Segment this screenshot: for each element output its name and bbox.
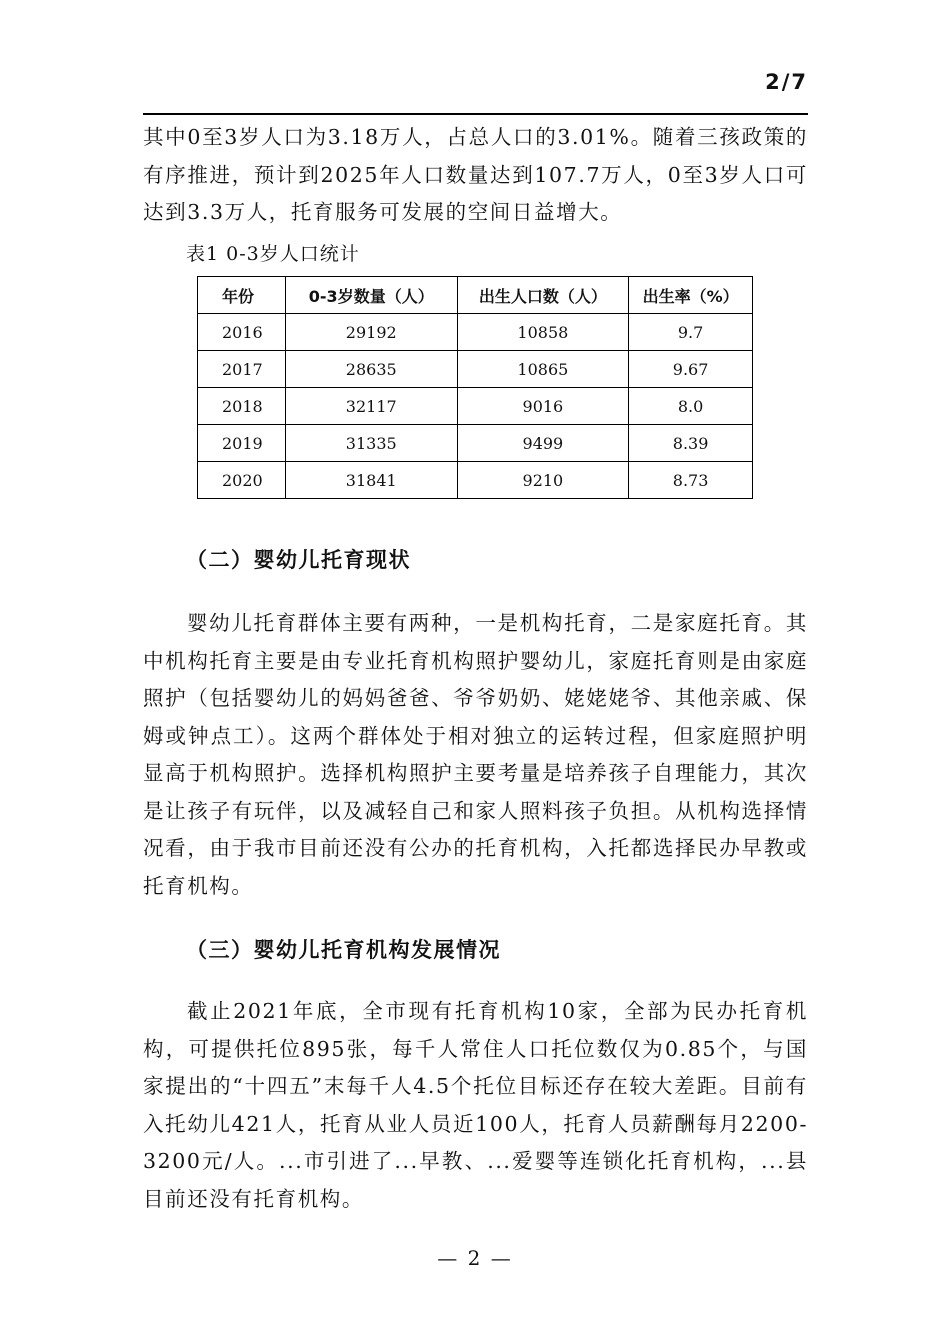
section-heading-institution-development: （三）婴幼儿托育机构发展情况 [186,938,501,962]
section-paragraph-institution-development: 截止2021年底，全市现有托育机构10家，全部为民办托育机构，可提供托位895张，每千人常住人口托位数仅为0.85个，与国家提出的“十四五”末每千人4.5个托位目标还存在较大差距。目前有入托幼儿421人，托育从业人员近100人，托育人员薪酬每月2200-3200元/人。...市引进了...早教、...爱婴等连锁化托育机构，...县目前还没有托育机构。 [143,999,808,1211]
table-row [198,314,753,351]
cell-year: 2019 [198,425,286,462]
cell-birth-rate: 9.7 [629,314,753,351]
population-table [197,276,753,499]
table-caption: 表1 0-3岁人口统计 [186,243,360,265]
cell-year: 2020 [198,462,286,499]
header-divider [143,113,808,115]
table-header-row [198,277,753,314]
cell-age-0-3-count: 31335 [285,425,457,462]
cell-year: 2016 [198,314,286,351]
cell-birth-rate: 9.67 [629,351,753,388]
cell-age-0-3-count: 29192 [285,314,457,351]
table-row [198,462,753,499]
section-paragraph-childcare-status: 婴幼儿托育群体主要有两种，一是机构托育，二是家庭托育。其中机构托育主要是由专业托育机构照护婴幼儿，家庭托育则是由家庭照护（包括婴幼儿的妈妈爸爸、爷爷奶奶、姥姥姥爷、其他亲戚、保姆或钟点工）。这两个群体处于相对独立的运转过程，但家庭照护明显高于机构照护。选择机构照护主要考量是培养孩子自理能力，其次是让孩子有玩伴，以及减轻自己和家人照料孩子负担。从机构选择情况看，由于我市目前还没有公办的托育机构，入托都选择民办早教或托育机构。 [143,611,808,898]
cell-births: 9210 [457,462,629,499]
cell-age-0-3-count: 31841 [285,462,457,499]
header-births: 出生人口数（人） [457,277,629,314]
cell-birth-rate: 8.73 [629,462,753,499]
cell-births: 10865 [457,351,629,388]
cell-births: 10858 [457,314,629,351]
cell-birth-rate: 8.0 [629,388,753,425]
header-age-0-3-count: 0-3岁数量（人） [285,277,457,314]
cell-birth-rate: 8.39 [629,425,753,462]
cell-births: 9499 [457,425,629,462]
cell-year: 2018 [198,388,286,425]
cell-age-0-3-count: 28635 [285,351,457,388]
header-year: 年份 [198,277,286,314]
section-heading-childcare-status: （二）婴幼儿托育现状 [186,548,411,572]
intro-paragraph: 其中0至3岁人口为3.18万人，占总人口的3.01%。随着三孩政策的有序推进，预计到2025年人口数量达到107.7万人，0至3岁人口可达到3.3万人，托育服务可发展的空间日益增大。 [143,125,808,224]
page-number: — 2 — [437,1246,513,1270]
cell-year: 2017 [198,351,286,388]
cell-age-0-3-count: 32117 [285,388,457,425]
page-counter: 2/7 [765,70,808,94]
table-row [198,425,753,462]
table-row [198,388,753,425]
table-row [198,351,753,388]
cell-births: 9016 [457,388,629,425]
header-birth-rate: 出生率（%） [629,277,753,314]
